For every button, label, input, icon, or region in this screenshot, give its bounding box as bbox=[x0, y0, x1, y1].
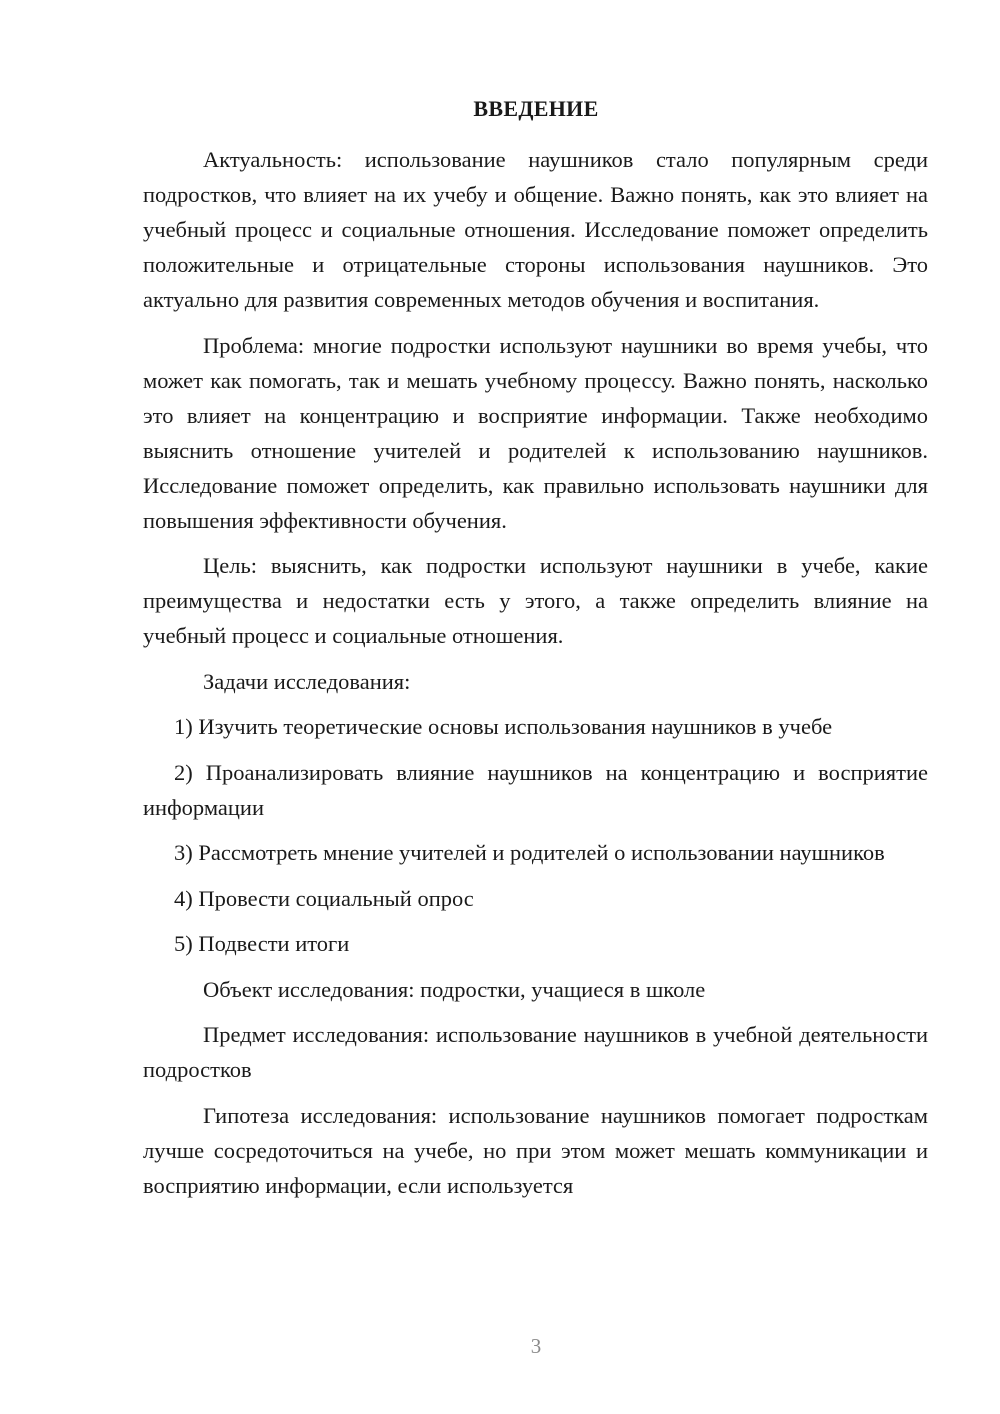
page-title: ВВЕДЕНИЕ bbox=[473, 96, 599, 121]
document-body bbox=[143, 142, 928, 1213]
task-item-5: 5) Подвести итоги bbox=[174, 931, 350, 956]
task-item-3: 3) Рассмотреть мнение учителей и родителей о использовании наушников bbox=[174, 840, 885, 865]
paragraph-subject: Предмет исследования: использование наушников в учебной деятельности подростков bbox=[143, 1022, 928, 1082]
paragraph-goal: Цель: выяснить, как подростки используют наушники в учебе, какие преимущества и недостатки есть у этого, а также определить влияние на учебный процесс и социальные отношения. bbox=[143, 553, 928, 648]
paragraph-object: Объект исследования: подростки, учащиеся в школе bbox=[203, 976, 706, 1002]
task-item-1: 1) Изучить теоретические основы использования наушников в учебе bbox=[174, 714, 833, 739]
paragraph-relevance: Актуальность: использование наушников стало популярным среди подростков, что влияет на их учебу и общение. Важно понять, как это влияет на учебный процесс и социальные отношения. Исследование поможет определить положительные и отрицательные стороны использования наушников. Это актуально для развития современных методов обучения и воспитания. bbox=[143, 147, 928, 312]
task-item-4: 4) Провести социальный опрос bbox=[174, 885, 474, 911]
paragraph-tasks-heading: Задачи исследования: bbox=[203, 668, 411, 694]
task-item-2: 2) Проанализировать влияние наушников на концентрацию и восприятие информации bbox=[143, 759, 928, 820]
paragraph-problem: Проблема: многие подростки используют наушники во время учебы, что может как помогать, так и мешать учебному процессу. Важно понять, насколько это влияет на концентрацию и восприятие информации. Также необходимо выяснить отношение учителей и родителей к использованию наушников. Исследование поможет определить, как правильно использовать наушники для повышения эффективности обучения. bbox=[143, 332, 928, 533]
page-number: 3 bbox=[530, 1334, 542, 1358]
paragraph-hypothesis: Гипотеза исследования: использование наушников помогает подросткам лучше сосредоточиться на учебе, но при этом может мешать коммуникации и восприятию информации, если используется bbox=[143, 1102, 928, 1198]
